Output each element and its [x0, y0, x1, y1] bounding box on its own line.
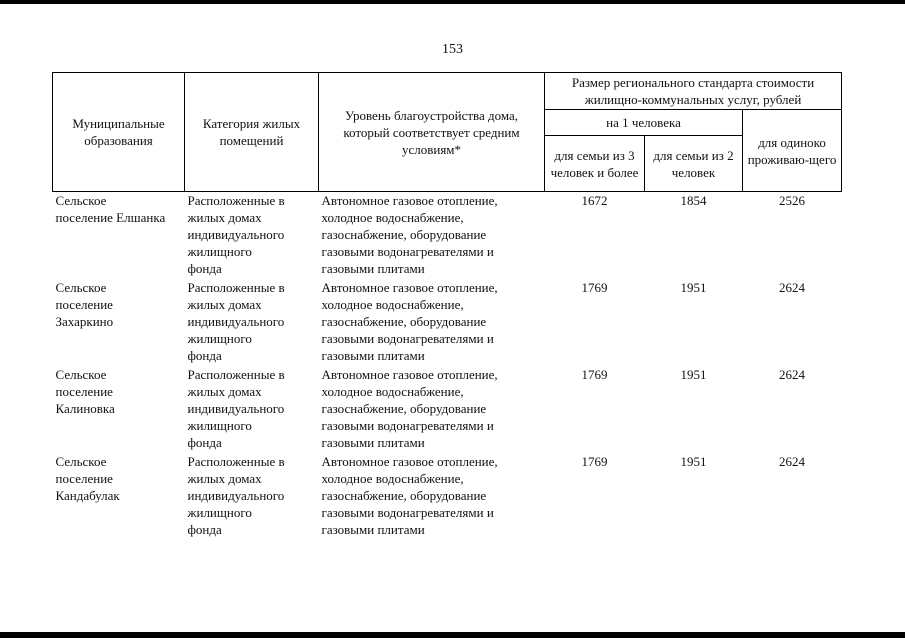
- table-row: [53, 192, 842, 280]
- cell-single: 2624: [779, 367, 806, 382]
- cell-level: Автономное газовое отопление, холодное водоснабжение, газоснабжение, оборудование газовыми водонагревателями и газовыми плитами: [321, 367, 498, 450]
- cell-family3: 1769: [581, 454, 608, 469]
- cell-family3: 1769: [581, 280, 608, 295]
- scan-bottom-border: [0, 632, 905, 638]
- cell-family2: 1951: [680, 280, 707, 295]
- table-row: [53, 453, 842, 540]
- cell-family3: 1769: [581, 367, 608, 382]
- housing-standard-table: [52, 72, 842, 540]
- cell-family2: 1951: [680, 367, 707, 382]
- table-row: [53, 279, 842, 366]
- cell-category: Расположенные в жилых домах индивидуального жилищного фонда: [187, 193, 285, 276]
- header-single: для одиноко проживаю-щего: [743, 110, 842, 192]
- cell-municipality: Сельское поселение Калиновка: [55, 367, 115, 416]
- cell-municipality: Сельское поселение Елшанка: [55, 193, 166, 225]
- cell-family2: 1854: [680, 193, 707, 208]
- cell-municipality: Сельское поселение Захаркино: [55, 280, 114, 329]
- header-per-person: на 1 человека: [545, 110, 743, 136]
- cell-single: 2624: [779, 454, 806, 469]
- cell-category: Расположенные в жилых домах индивидуального жилищного фонда: [187, 454, 285, 537]
- header-municipality: Муниципальные образования: [53, 73, 185, 192]
- cell-single: 2526: [779, 193, 806, 208]
- header-standard-group: Размер регионального стандарта стоимости жилищно-коммунальных услуг, рублей: [545, 73, 842, 110]
- header-level: Уровень благоустройства дома, который соответствует средним условиям*: [319, 73, 545, 192]
- table-row: [53, 366, 842, 453]
- header-category: Категория жилых помещений: [185, 73, 319, 192]
- cell-category: Расположенные в жилых домах индивидуального жилищного фонда: [187, 367, 285, 450]
- scan-top-border: [0, 0, 905, 4]
- cell-level: Автономное газовое отопление, холодное водоснабжение, газоснабжение, оборудование газовыми водонагревателями и газовыми плитами: [321, 280, 498, 363]
- cell-category: Расположенные в жилых домах индивидуального жилищного фонда: [187, 280, 285, 363]
- cell-family3: 1672: [581, 193, 608, 208]
- cell-family2: 1951: [680, 454, 707, 469]
- header-family3: для семьи из 3 человек и более: [545, 136, 645, 192]
- cell-level: Автономное газовое отопление, холодное водоснабжение, газоснабжение, оборудование газовыми водонагревателями и газовыми плитами: [321, 454, 498, 537]
- cell-municipality: Сельское поселение Кандабулак: [55, 454, 120, 503]
- header-family2: для семьи из 2 человек: [645, 136, 743, 192]
- cell-single: 2624: [779, 280, 806, 295]
- cell-level: Автономное газовое отопление, холодное водоснабжение, газоснабжение, оборудование газовыми водонагревателями и газовыми плитами: [321, 193, 498, 276]
- page-number: 153: [442, 42, 463, 57]
